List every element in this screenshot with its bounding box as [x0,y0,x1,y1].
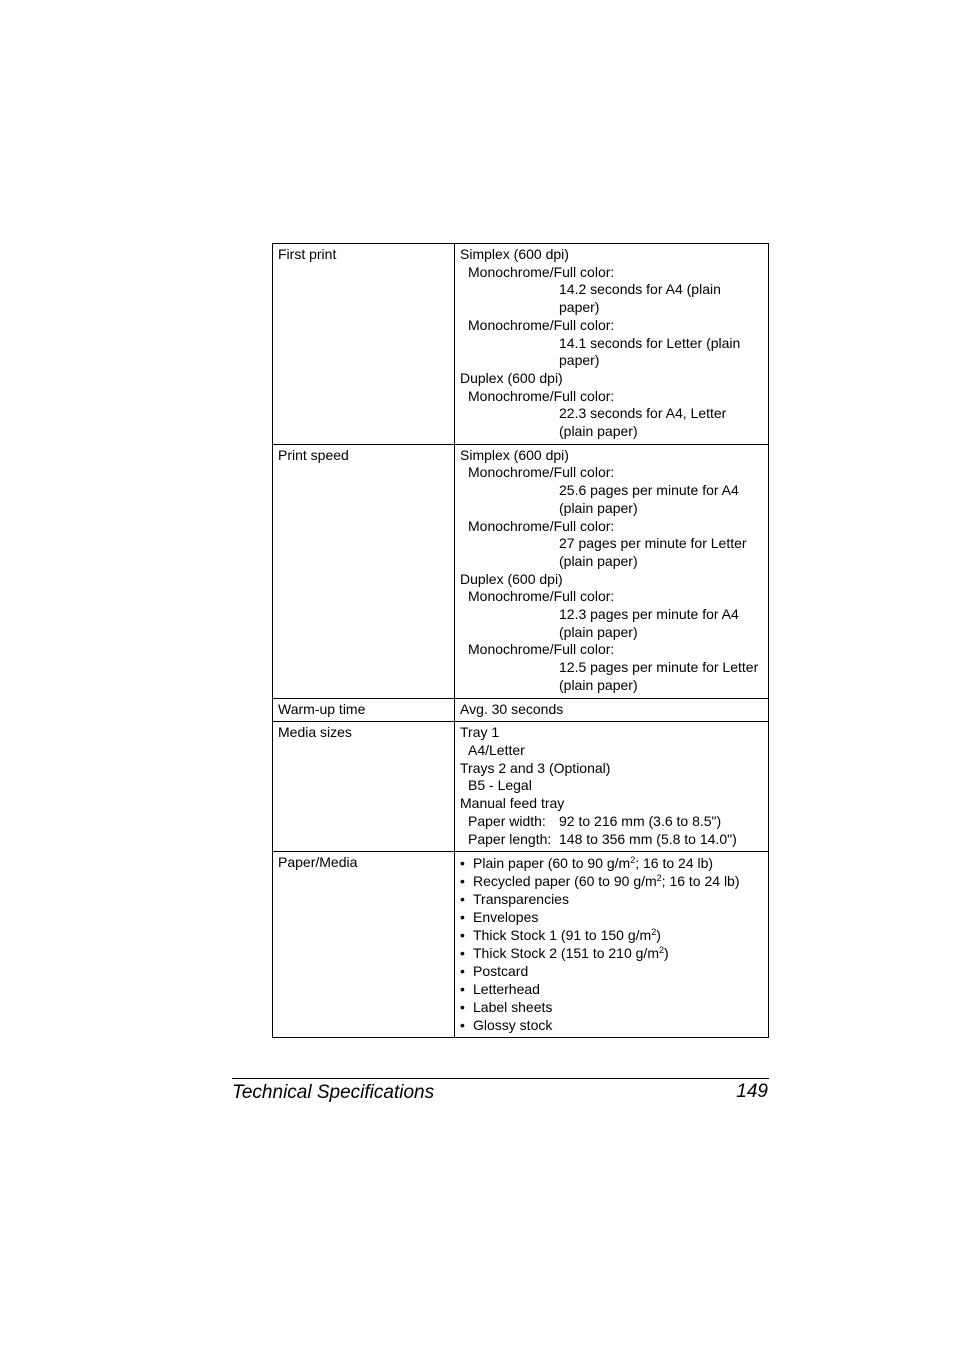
list-item-text: Letterhead [473,981,540,998]
bullet-icon: • [460,927,465,944]
bullet-icon: • [460,999,465,1016]
spec-line: 12.3 pages per minute for A4 [559,606,739,623]
spec-line: Monochrome/Full color: [468,588,615,605]
bullet-icon: • [460,873,465,890]
spec-label: Warm-up time [273,698,455,722]
spec-line: 12.5 pages per minute for Letter [559,659,759,676]
list-item-text: Label sheets [473,999,553,1016]
footer-rule [232,1078,769,1079]
list-item-text: Glossy stock [473,1017,553,1034]
list-item-text: Envelopes [473,909,539,926]
list-item [460,908,763,926]
spec-dimension-value: 92 to 216 mm (3.6 to 8.5") [559,812,722,829]
spec-line: 25.6 pages per minute for A4 [559,482,739,499]
list-item [460,872,763,890]
list-item [460,1016,763,1034]
bullet-icon: • [460,891,465,908]
spec-line: Monochrome/Full color: [468,464,615,481]
list-item [460,890,763,908]
spec-line: (plain paper) [559,423,638,440]
spec-line: paper) [559,352,600,369]
spec-row [273,698,769,722]
spec-line: (plain paper) [559,676,638,693]
spec-dimension-value: 148 to 356 mm (5.8 to 14.0") [559,830,737,847]
spec-line: Manual feed tray [460,795,565,812]
spec-line: Duplex (600 dpi) [460,570,563,587]
superscript: 2 [656,873,662,884]
bullet-icon: • [460,945,465,962]
list-item-text-suffix: ) [664,945,669,962]
spec-value [455,722,769,852]
list-item-text: Transparencies [473,891,569,908]
superscript: 2 [630,855,636,866]
list-item [460,926,763,944]
list-item [460,980,763,998]
spec-row [273,852,769,1038]
spec-row [273,244,769,445]
spec-line: 14.1 seconds for Letter (plain [559,334,741,351]
list-item-text-suffix: ; 16 to 24 lb) [635,855,714,872]
bullet-icon: • [460,909,465,926]
spec-line: Monochrome/Full color: [468,641,615,658]
spec-line: 22.3 seconds for A4, Letter [559,405,727,422]
superscript: 2 [658,945,664,956]
spec-label: Paper/Media [273,852,455,1038]
bullet-icon: • [460,981,465,998]
spec-line: paper) [559,299,600,316]
spec-dimension-line [460,813,763,831]
list-item-text: Recycled paper (60 to 90 g/m [473,873,657,890]
page-number: 149 [736,1081,768,1102]
footer-title: Technical Specifications [232,1082,435,1103]
superscript: 2 [651,927,657,938]
bullet-icon: • [460,855,465,872]
media-type-list [460,854,763,1034]
spec-line: Simplex (600 dpi) [460,246,569,262]
list-item [460,998,763,1016]
spec-line: Duplex (600 dpi) [460,369,563,386]
spec-row [273,444,769,698]
bullet-icon: • [460,1017,465,1034]
spec-value [455,698,769,722]
spec-row [273,722,769,852]
list-item-text: Postcard [473,963,529,980]
spec-line: (plain paper) [559,552,638,569]
list-item-text-suffix: ; 16 to 24 lb) [661,873,740,890]
spec-dimension-key: Paper width: [468,812,546,829]
spec-table [272,243,769,1038]
spec-line: Monochrome/Full color: [468,517,615,534]
spec-label: First print [273,244,455,445]
list-item [460,962,763,980]
list-item-text: Thick Stock 1 (91 to 150 g/m [473,927,652,944]
spec-line: Monochrome/Full color: [468,387,615,404]
spec-line: (plain paper) [559,499,638,516]
spec-value [455,244,769,445]
spec-line: Monochrome/Full color: [468,316,615,333]
list-item-text-suffix: ) [656,927,661,944]
spec-line: (plain paper) [559,623,638,640]
list-item [460,944,763,962]
spec-dimension-line [460,831,763,849]
spec-dimension-key: Paper length: [468,830,552,847]
spec-value [455,852,769,1038]
list-item [460,854,763,872]
list-item-text: Thick Stock 2 (151 to 210 g/m [473,945,659,962]
bullet-icon: • [460,963,465,980]
spec-label: Media sizes [273,722,455,852]
spec-line: Tray 1 [460,724,500,741]
spec-line: Simplex (600 dpi) [460,446,569,463]
spec-line: Monochrome/Full color: [468,263,615,280]
spec-line: Trays 2 and 3 (Optional) [460,759,611,776]
spec-line: A4/Letter [468,741,525,758]
spec-label: Print speed [273,444,455,698]
spec-line: B5 - Legal [468,777,532,794]
spec-line: Avg. 30 seconds [460,700,564,717]
spec-value [455,444,769,698]
spec-line: 27 pages per minute for Letter [559,535,747,552]
spec-line: 14.2 seconds for A4 (plain [559,281,721,298]
spec-table-body [273,244,769,1038]
list-item-text: Plain paper (60 to 90 g/m [473,855,631,872]
